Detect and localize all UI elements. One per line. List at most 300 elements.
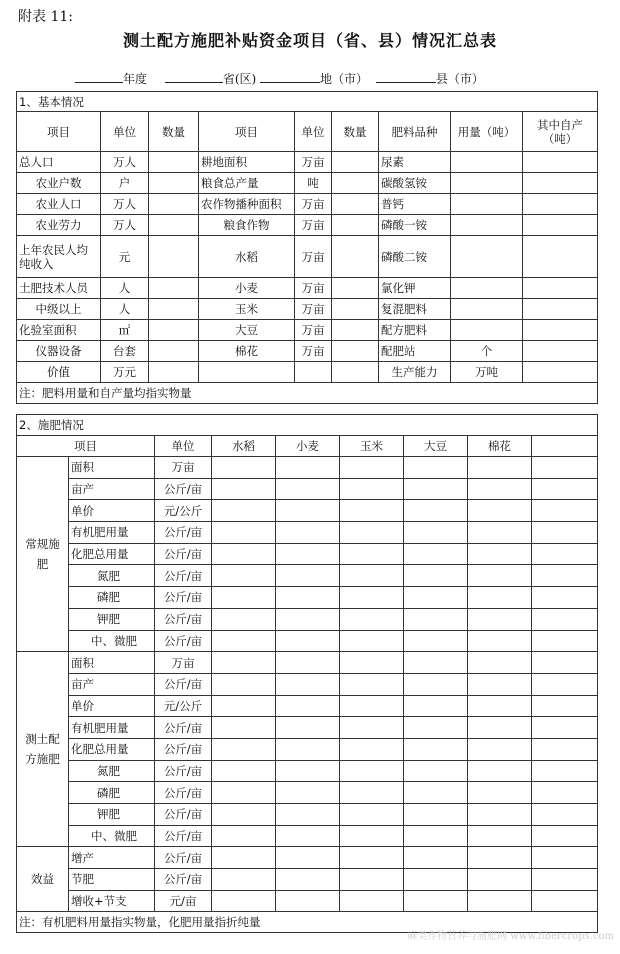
input-cell[interactable]: [149, 152, 199, 173]
input-cell[interactable]: [340, 738, 404, 760]
input-cell[interactable]: [468, 457, 532, 479]
table-cell: 上年农民人均纯收入: [17, 236, 101, 278]
input-cell[interactable]: [340, 630, 404, 652]
item-label: 单价: [69, 695, 155, 717]
input-cell[interactable]: [523, 215, 598, 236]
table-cell: 粮食总产量: [199, 173, 295, 194]
column-header: 数量: [149, 112, 199, 152]
input-cell[interactable]: [332, 194, 379, 215]
table-row: [17, 825, 598, 847]
item-label: 钾肥: [69, 608, 155, 630]
item-label: 有机肥用量: [69, 522, 155, 544]
table-row: [17, 890, 598, 912]
annex-label: 附表 11:: [18, 9, 73, 25]
input-cell[interactable]: [340, 500, 404, 522]
section2-heading: 2、施肥情况: [17, 415, 598, 436]
input-cell[interactable]: [340, 804, 404, 826]
item-label: 单价: [69, 500, 155, 522]
input-cell[interactable]: [212, 652, 276, 674]
item-label: 氮肥: [69, 760, 155, 782]
input-cell[interactable]: [532, 869, 598, 891]
input-cell[interactable]: [212, 543, 276, 565]
input-cell[interactable]: [149, 320, 199, 341]
unit-cell: 公斤/亩: [155, 760, 212, 782]
input-cell[interactable]: [532, 825, 598, 847]
table-row: [17, 362, 598, 383]
table-row: [17, 278, 598, 299]
input-cell[interactable]: [468, 717, 532, 739]
input-cell[interactable]: [468, 478, 532, 500]
input-cell[interactable]: [340, 673, 404, 695]
column-header: 水稻: [212, 436, 276, 457]
input-cell[interactable]: [332, 362, 379, 383]
input-cell[interactable]: [276, 804, 340, 826]
province-label: 省(区): [222, 72, 257, 86]
unit-cell: 公斤/亩: [155, 543, 212, 565]
table-cell: 中级以上: [17, 299, 101, 320]
table-cell: 大豆: [199, 320, 295, 341]
input-cell[interactable]: [404, 630, 468, 652]
input-cell[interactable]: [212, 478, 276, 500]
unit-cell: 公斤/亩: [155, 608, 212, 630]
input-cell[interactable]: [276, 869, 340, 891]
input-cell[interactable]: [532, 673, 598, 695]
input-cell[interactable]: [404, 608, 468, 630]
input-cell[interactable]: [451, 278, 523, 299]
unit-cell: 元/公斤: [155, 695, 212, 717]
input-cell[interactable]: [212, 804, 276, 826]
item-label: 有机肥用量: [69, 717, 155, 739]
input-cell[interactable]: [532, 847, 598, 869]
table-cell: 万亩: [295, 194, 332, 215]
input-cell[interactable]: [340, 522, 404, 544]
input-cell[interactable]: [212, 565, 276, 587]
input-cell[interactable]: [532, 587, 598, 609]
table-cell: 配方肥料: [379, 320, 451, 341]
column-header: 其中自产（吨）: [523, 112, 598, 152]
table-row: [17, 543, 598, 565]
input-cell[interactable]: [468, 825, 532, 847]
unit-cell: 公斤/亩: [155, 673, 212, 695]
group-label: 测土配方施肥: [17, 652, 69, 847]
input-cell[interactable]: [451, 152, 523, 173]
basic-info-table: [16, 91, 598, 404]
input-cell[interactable]: [523, 362, 598, 383]
input-cell[interactable]: [468, 543, 532, 565]
input-cell[interactable]: [404, 478, 468, 500]
watermark: 麻类作物营养与施肥网 www.fibercrops.com: [407, 931, 614, 942]
input-cell[interactable]: [212, 738, 276, 760]
input-cell[interactable]: [532, 543, 598, 565]
table-row: [17, 565, 598, 587]
table-cell: 吨: [295, 173, 332, 194]
input-cell[interactable]: [523, 320, 598, 341]
input-cell[interactable]: [468, 782, 532, 804]
table-cell: ㎡: [101, 320, 149, 341]
input-cell[interactable]: [276, 587, 340, 609]
input-cell[interactable]: [212, 500, 276, 522]
input-cell[interactable]: [404, 869, 468, 891]
unit-cell: 元/公斤: [155, 500, 212, 522]
item-label: 面积: [69, 652, 155, 674]
input-cell[interactable]: [532, 804, 598, 826]
table-row: [17, 152, 598, 173]
input-cell[interactable]: [212, 825, 276, 847]
input-cell[interactable]: [276, 478, 340, 500]
table-cell: 小麦: [199, 278, 295, 299]
input-cell[interactable]: [404, 457, 468, 479]
table-row: [17, 194, 598, 215]
input-cell[interactable]: [532, 565, 598, 587]
input-cell[interactable]: [404, 760, 468, 782]
input-cell[interactable]: [212, 457, 276, 479]
input-cell[interactable]: [523, 152, 598, 173]
table-cell: 水稻: [199, 236, 295, 278]
item-label: 亩产: [69, 673, 155, 695]
table-row: [17, 652, 598, 674]
column-header: 单位: [155, 436, 212, 457]
column-header: [532, 436, 598, 457]
input-cell[interactable]: [212, 522, 276, 544]
input-cell[interactable]: [468, 890, 532, 912]
unit-cell: 公斤/亩: [155, 847, 212, 869]
table-cell: 户: [101, 173, 149, 194]
fertilization-table: [16, 414, 598, 933]
item-label: 面积: [69, 457, 155, 479]
input-cell[interactable]: [340, 565, 404, 587]
input-cell[interactable]: [212, 847, 276, 869]
city-label: 地（市）: [320, 72, 369, 86]
item-label: 中、微肥: [69, 825, 155, 847]
province-blank[interactable]: [165, 70, 223, 83]
input-cell[interactable]: [212, 760, 276, 782]
input-cell[interactable]: [340, 760, 404, 782]
input-cell[interactable]: [532, 760, 598, 782]
table-cell: 化验室面积: [17, 320, 101, 341]
input-cell[interactable]: [340, 890, 404, 912]
group-label: 常规施肥: [17, 457, 69, 652]
item-label: 化肥总用量: [69, 543, 155, 565]
input-cell[interactable]: [404, 522, 468, 544]
unit-cell: 公斤/亩: [155, 825, 212, 847]
input-cell[interactable]: [523, 278, 598, 299]
input-cell[interactable]: [276, 717, 340, 739]
table-row: [17, 608, 598, 630]
header-row: [17, 436, 598, 457]
input-cell[interactable]: [149, 236, 199, 278]
table-row: [17, 236, 598, 278]
input-cell[interactable]: [468, 565, 532, 587]
input-cell[interactable]: [404, 782, 468, 804]
input-cell[interactable]: [523, 236, 598, 278]
input-cell[interactable]: [523, 341, 598, 362]
table-cell: 磷酸二铵: [379, 236, 451, 278]
unit-cell: 万亩: [155, 457, 212, 479]
input-cell[interactable]: [404, 804, 468, 826]
input-cell[interactable]: [468, 760, 532, 782]
input-cell[interactable]: [332, 215, 379, 236]
table-row: [17, 320, 598, 341]
table-cell: 耕地面积: [199, 152, 295, 173]
table-cell: 玉米: [199, 299, 295, 320]
input-cell[interactable]: [212, 587, 276, 609]
column-header: 大豆: [404, 436, 468, 457]
county-blank[interactable]: [376, 70, 436, 83]
input-cell[interactable]: [451, 215, 523, 236]
input-cell[interactable]: [149, 341, 199, 362]
table-row: [17, 673, 598, 695]
input-cell[interactable]: [468, 500, 532, 522]
table-cell: 仪器设备: [17, 341, 101, 362]
input-cell[interactable]: [468, 738, 532, 760]
input-cell[interactable]: [332, 278, 379, 299]
table-row: [17, 341, 598, 362]
input-cell[interactable]: [276, 543, 340, 565]
input-cell[interactable]: [532, 457, 598, 479]
section1-heading: 1、基本情况: [17, 92, 598, 112]
input-cell[interactable]: [404, 543, 468, 565]
input-cell[interactable]: [332, 236, 379, 278]
unit-cell: 公斤/亩: [155, 804, 212, 826]
table-cell: 万亩: [295, 320, 332, 341]
table-cell: 尿素: [379, 152, 451, 173]
section2-note: 注：有机肥料用量指实物量，化肥用量指折纯量: [17, 912, 598, 933]
input-cell[interactable]: [276, 522, 340, 544]
input-cell[interactable]: [332, 299, 379, 320]
input-cell[interactable]: [451, 320, 523, 341]
input-cell[interactable]: [404, 717, 468, 739]
table-cell: 磷酸一铵: [379, 215, 451, 236]
input-cell[interactable]: [523, 299, 598, 320]
table-cell: 元: [101, 236, 149, 278]
input-cell[interactable]: [468, 630, 532, 652]
input-cell[interactable]: [276, 673, 340, 695]
input-cell[interactable]: [404, 500, 468, 522]
input-cell[interactable]: [340, 847, 404, 869]
input-cell[interactable]: [404, 825, 468, 847]
input-cell[interactable]: [468, 869, 532, 891]
group-label: 效益: [17, 847, 69, 912]
column-header: 玉米: [340, 436, 404, 457]
column-header: 项目: [17, 436, 155, 457]
table-row: [17, 215, 598, 236]
input-cell[interactable]: [340, 457, 404, 479]
input-cell[interactable]: [212, 630, 276, 652]
column-header: 项目: [199, 112, 295, 152]
input-cell[interactable]: [332, 173, 379, 194]
table-cell: 棉花: [199, 341, 295, 362]
input-cell[interactable]: [523, 194, 598, 215]
input-cell[interactable]: [212, 782, 276, 804]
input-cell[interactable]: [212, 890, 276, 912]
table-cell: 普钙: [379, 194, 451, 215]
table-cell: 生产能力: [379, 362, 451, 383]
input-cell[interactable]: [404, 673, 468, 695]
input-cell[interactable]: [212, 673, 276, 695]
input-cell[interactable]: [532, 890, 598, 912]
input-cell[interactable]: [276, 738, 340, 760]
input-cell[interactable]: [212, 608, 276, 630]
input-cell[interactable]: [404, 695, 468, 717]
table-cell: 万亩: [295, 278, 332, 299]
input-cell[interactable]: [340, 695, 404, 717]
input-cell[interactable]: [468, 804, 532, 826]
table-row: [17, 782, 598, 804]
input-cell[interactable]: [468, 673, 532, 695]
input-cell[interactable]: [532, 695, 598, 717]
input-cell[interactable]: [212, 695, 276, 717]
input-cell[interactable]: [532, 522, 598, 544]
input-cell[interactable]: [523, 173, 598, 194]
input-cell[interactable]: [532, 782, 598, 804]
page-title: 测土配方施肥补贴资金项目（省、县）情况汇总表: [122, 31, 497, 50]
table-row: [17, 173, 598, 194]
input-cell[interactable]: [212, 869, 276, 891]
table-row: [17, 587, 598, 609]
column-header: 肥料品种: [379, 112, 451, 152]
unit-cell: 公斤/亩: [155, 522, 212, 544]
input-cell[interactable]: [340, 782, 404, 804]
table-cell: 人: [101, 278, 149, 299]
table-row: [17, 695, 598, 717]
input-cell[interactable]: [340, 608, 404, 630]
table-cell: 土肥技术人员: [17, 278, 101, 299]
item-label: 增收+节支: [69, 890, 155, 912]
table-cell: 总人口: [17, 152, 101, 173]
input-cell[interactable]: [451, 194, 523, 215]
column-header: 单位: [101, 112, 149, 152]
input-cell[interactable]: [276, 457, 340, 479]
input-cell[interactable]: [532, 652, 598, 674]
input-cell[interactable]: [332, 320, 379, 341]
table-cell: [295, 362, 332, 383]
header-row: [17, 112, 598, 152]
input-cell[interactable]: [276, 608, 340, 630]
input-cell[interactable]: [149, 299, 199, 320]
input-cell[interactable]: [149, 173, 199, 194]
table-cell: 人: [101, 299, 149, 320]
input-cell[interactable]: [340, 869, 404, 891]
input-cell[interactable]: [276, 782, 340, 804]
table-cell: [199, 362, 295, 383]
column-header: 小麦: [276, 436, 340, 457]
table-row: [17, 847, 598, 869]
item-label: 钾肥: [69, 804, 155, 826]
input-cell[interactable]: [340, 825, 404, 847]
input-cell[interactable]: [468, 847, 532, 869]
subheader-line: [75, 70, 484, 87]
county-label: 县（市）: [435, 72, 484, 86]
table-cell: 配肥站: [379, 341, 451, 362]
input-cell[interactable]: [149, 194, 199, 215]
input-cell[interactable]: [276, 565, 340, 587]
input-cell[interactable]: [404, 652, 468, 674]
unit-cell: 公斤/亩: [155, 478, 212, 500]
input-cell[interactable]: [451, 173, 523, 194]
year-blank[interactable]: [75, 70, 123, 83]
table-row: [17, 478, 598, 500]
input-cell[interactable]: [276, 760, 340, 782]
input-cell[interactable]: [404, 587, 468, 609]
table-cell: 万亩: [295, 299, 332, 320]
table-cell: 个: [451, 341, 523, 362]
table-cell: 万亩: [295, 215, 332, 236]
city-blank[interactable]: [260, 70, 320, 83]
table-cell: 粮食作物: [199, 215, 295, 236]
item-label: 磷肥: [69, 587, 155, 609]
table-cell: 农作物播种面积: [199, 194, 295, 215]
input-cell[interactable]: [468, 695, 532, 717]
input-cell[interactable]: [532, 500, 598, 522]
input-cell[interactable]: [340, 543, 404, 565]
input-cell[interactable]: [332, 152, 379, 173]
input-cell[interactable]: [340, 717, 404, 739]
unit-cell: 公斤/亩: [155, 630, 212, 652]
input-cell[interactable]: [451, 299, 523, 320]
unit-cell: 公斤/亩: [155, 782, 212, 804]
column-header: 用量（吨）: [451, 112, 523, 152]
input-cell[interactable]: [276, 825, 340, 847]
input-cell[interactable]: [468, 652, 532, 674]
input-cell[interactable]: [149, 362, 199, 383]
input-cell[interactable]: [404, 847, 468, 869]
input-cell[interactable]: [404, 738, 468, 760]
input-cell[interactable]: [340, 652, 404, 674]
table-cell: 万亩: [295, 236, 332, 278]
table-row: [17, 717, 598, 739]
input-cell[interactable]: [451, 236, 523, 278]
item-label: 增产: [69, 847, 155, 869]
input-cell[interactable]: [404, 565, 468, 587]
input-cell[interactable]: [276, 630, 340, 652]
item-label: 节肥: [69, 869, 155, 891]
unit-cell: 公斤/亩: [155, 869, 212, 891]
table-cell: 万人: [101, 152, 149, 173]
input-cell[interactable]: [468, 522, 532, 544]
input-cell[interactable]: [149, 215, 199, 236]
input-cell[interactable]: [332, 341, 379, 362]
input-cell[interactable]: [212, 717, 276, 739]
input-cell[interactable]: [276, 890, 340, 912]
column-header: 项目: [17, 112, 101, 152]
input-cell[interactable]: [276, 695, 340, 717]
input-cell[interactable]: [340, 478, 404, 500]
input-cell[interactable]: [468, 587, 532, 609]
table-cell: 万吨: [451, 362, 523, 383]
input-cell[interactable]: [532, 630, 598, 652]
table-cell: 价值: [17, 362, 101, 383]
item-label: 磷肥: [69, 782, 155, 804]
input-cell[interactable]: [404, 890, 468, 912]
input-cell[interactable]: [532, 738, 598, 760]
table-cell: 复混肥料: [379, 299, 451, 320]
input-cell[interactable]: [340, 587, 404, 609]
column-header: 数量: [332, 112, 379, 152]
unit-cell: 公斤/亩: [155, 738, 212, 760]
input-cell[interactable]: [532, 717, 598, 739]
input-cell[interactable]: [276, 500, 340, 522]
input-cell[interactable]: [149, 278, 199, 299]
item-label: 中、微肥: [69, 630, 155, 652]
input-cell[interactable]: [276, 652, 340, 674]
input-cell[interactable]: [532, 608, 598, 630]
year-label: 年度: [123, 72, 148, 86]
table-row: [17, 738, 598, 760]
input-cell[interactable]: [276, 847, 340, 869]
input-cell[interactable]: [468, 608, 532, 630]
column-header: 单位: [295, 112, 332, 152]
input-cell[interactable]: [532, 478, 598, 500]
